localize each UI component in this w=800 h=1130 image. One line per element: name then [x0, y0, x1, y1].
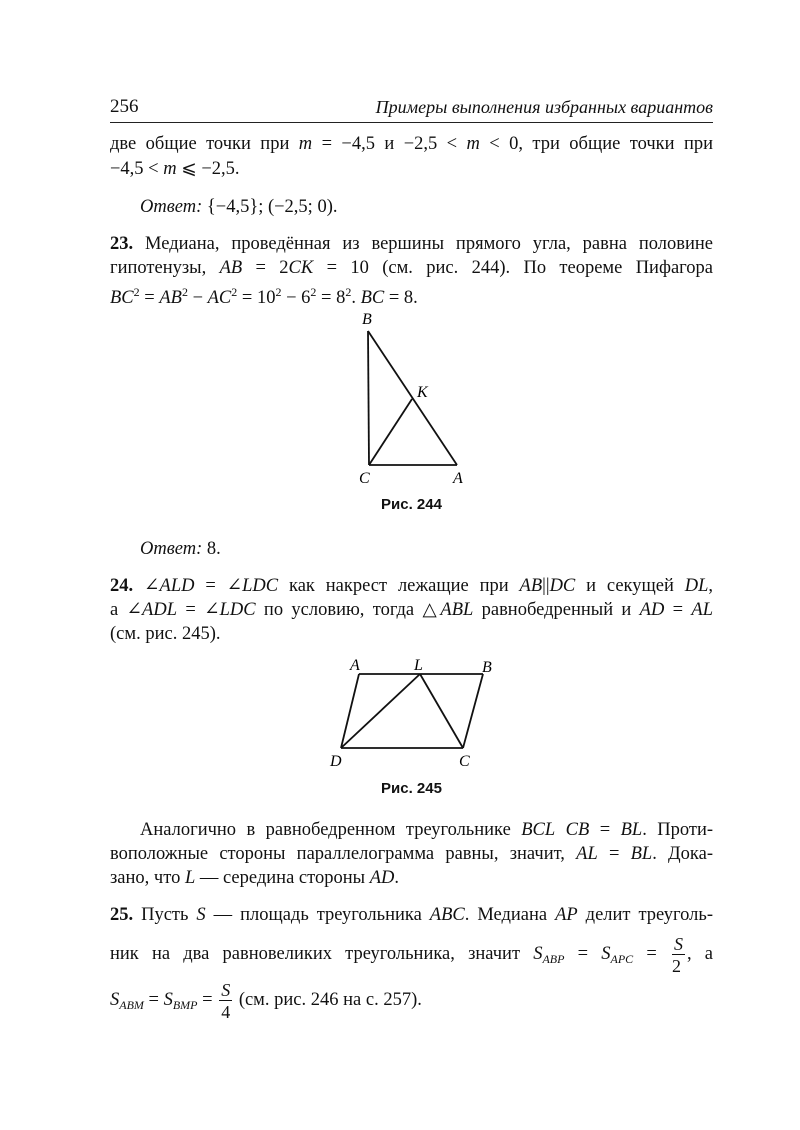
prev-line-1: две общие точки при m = −4,5 и −2,5 < m < 0, три общие точки при: [110, 134, 713, 154]
page: [110, 0, 713, 1130]
label-d: D: [330, 753, 342, 770]
label-l: L: [414, 657, 423, 674]
prev-line-2: −4,5 < m ⩽ −2,5.: [110, 159, 240, 179]
side-bc: [463, 674, 483, 748]
p24-line-3: (см. рис. 245).: [110, 624, 221, 644]
side-da: [341, 674, 359, 748]
running-header: [110, 94, 713, 123]
side-bc: [368, 331, 369, 465]
p23-line-3: $BC^2 = AB^2 - AC^2 = 10^2 - 6^2 = 8^2$. BC = 8.: [110, 285, 418, 308]
label-c: C: [459, 753, 470, 770]
p24-line-1: 24. ∠ALD = ∠LDC как накрест лежащие при AB||DC и секущей DL,: [110, 576, 714, 596]
label-k: K: [417, 384, 428, 401]
p24-cont-line-2: воположные стороны параллелограмма равны, значит, AL = BL. Дока-: [110, 844, 713, 864]
figure-244: [110, 300, 713, 490]
problem-number: 24.: [110, 576, 134, 596]
running-title: Примеры выполнения избранных вариантов: [375, 97, 713, 117]
p23-line-2: гипотенузы, AB = 2CK = 10 (см. рис. 244). По теореме Пифагора: [110, 258, 713, 278]
p24-line-2: а ∠ADL = ∠LDC по условию, тогда △ABL равнобедренный и AD = AL: [110, 600, 714, 620]
fraction-s-over-2: $\frac{S}{2}$: [671, 933, 683, 976]
p23-answer: [110, 537, 713, 561]
p23-line-1: 23. Медиана, проведённая из вершины прямого угла, равна половине: [110, 234, 713, 254]
answer-label: Ответ:: [140, 539, 203, 559]
label-c: C: [359, 470, 370, 487]
p25-line-3: $S_{ABM} = S_{BMP}$ = $\frac{S}{4}$ (см. рис. 246 на с. 257).: [110, 979, 422, 1022]
answer-value: {−4,5}; (−2,5; 0).: [206, 197, 338, 217]
problem-number: 25.: [110, 905, 134, 925]
p25-line-1: 25. Пусть S — площадь треугольника ABC. Медиана AP делит треуголь-: [110, 905, 713, 925]
page-number: 256: [110, 96, 139, 117]
label-a: A: [453, 470, 463, 487]
label-b: B: [482, 659, 492, 676]
label-a: A: [350, 657, 360, 674]
fraction-s-over-4: $\frac{S}{4}$: [221, 979, 231, 1022]
problem-number: 23.: [110, 234, 134, 254]
figure-245: [110, 650, 713, 775]
p24-cont-line-3: зано, что L — середина стороны AD.: [110, 868, 399, 888]
segment-lc: [420, 674, 463, 748]
figure-245-caption: Рис. 245: [381, 780, 442, 797]
prev-answer: [110, 195, 713, 219]
median-ck: [369, 399, 412, 465]
label-b: B: [362, 311, 372, 328]
answer-value: 8.: [206, 539, 221, 559]
p24-cont-line-1: Аналогично в равнобедренном треугольнике BCL CB = BL. Проти-: [140, 820, 714, 840]
answer-label: Ответ:: [140, 197, 203, 217]
p25-line-2: ник на два равновеликих треугольника, значит $S_{ABP} = S_{APC}$ = $\frac{S}{2}$ , а: [110, 933, 713, 976]
figure-244-caption: Рис. 244: [381, 496, 442, 513]
segment-dl: [341, 674, 420, 748]
